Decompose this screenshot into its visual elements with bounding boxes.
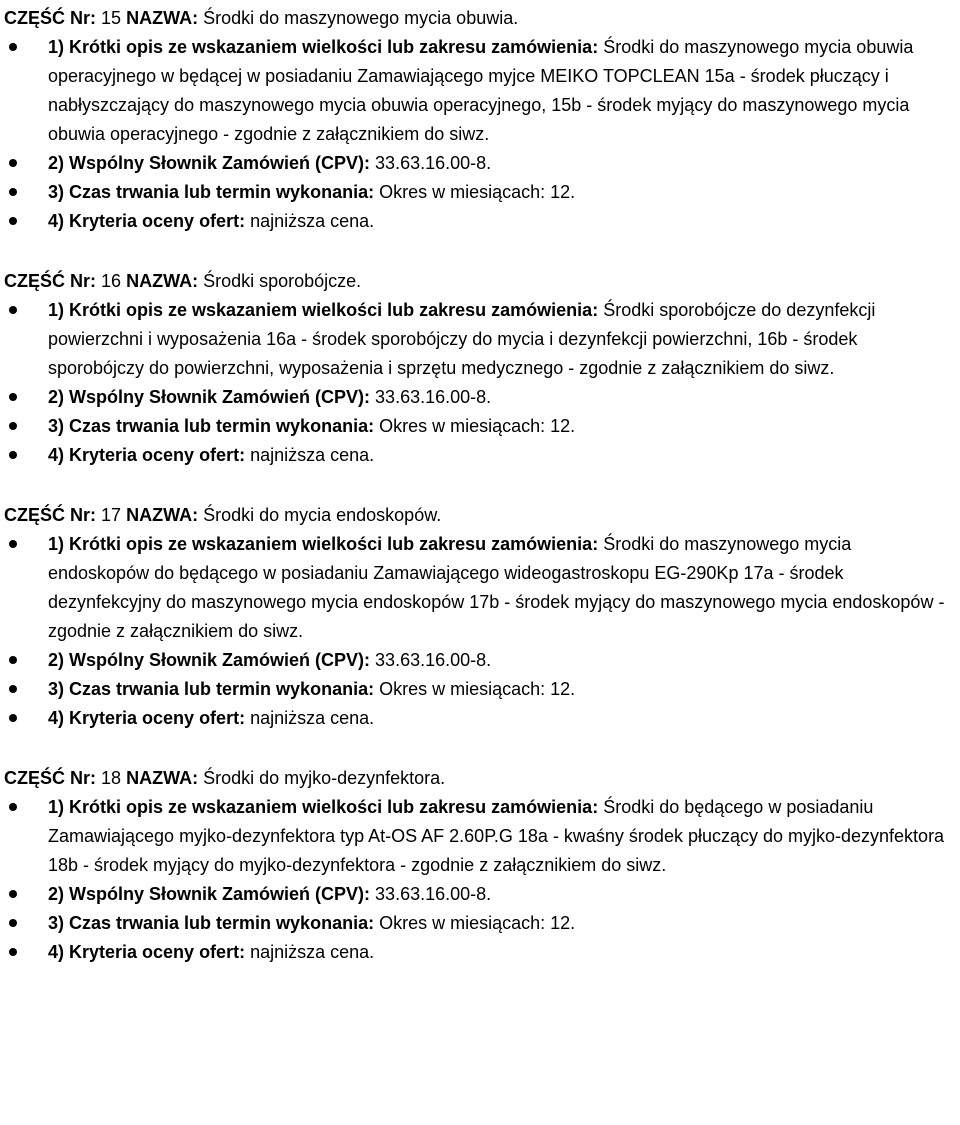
item-value: Środki do maszynowego mycia obuwia operacyjnego w będącej w posiadaniu Zamawiającego myjce MEIKO TOPCLEAN 15a - środek płuczący i nabłyszczający do maszynowego mycia obuwia operacyjnego, 15b - środek myjący do maszynowego mycia obuwia operacyjnego - zgodnie z załącznikiem do siwz. bbox=[48, 37, 914, 144]
list-item bbox=[0, 383, 960, 412]
bullet-icon bbox=[9, 306, 17, 314]
part-name: Środki do myjko-dezynfektora. bbox=[203, 768, 446, 788]
part-header bbox=[4, 267, 960, 296]
item-label: 1) Krótki opis ze wskazaniem wielkości lub zakresu zamówienia: bbox=[48, 300, 599, 320]
bullet-icon bbox=[9, 803, 17, 811]
item-label: 1) Krótki opis ze wskazaniem wielkości lub zakresu zamówienia: bbox=[48, 797, 599, 817]
bullet-icon bbox=[9, 217, 17, 225]
part-section bbox=[0, 267, 960, 470]
part-label: CZĘŚĆ Nr: bbox=[4, 768, 97, 788]
list-item bbox=[0, 207, 960, 236]
bullet-icon bbox=[9, 451, 17, 459]
part-number: 15 bbox=[101, 8, 122, 28]
list-item bbox=[0, 33, 960, 149]
list-item bbox=[0, 675, 960, 704]
item-value: Środki sporobójcze do dezynfekcji powierzchni i wyposażenia 16a - środek sporobójczy do mycia i dezynfekcji powierzchni, 16b - środek sporobójczy do powierzchni, wyposażenia i sprzętu medycznego - zgodnie z załącznikiem do siwz. bbox=[48, 300, 876, 378]
item-value: 33.63.16.00-8. bbox=[375, 650, 492, 670]
part-label: CZĘŚĆ Nr: bbox=[4, 8, 97, 28]
item-value: Okres w miesiącach: 12. bbox=[379, 182, 576, 202]
item-label: 2) Wspólny Słownik Zamówień (CPV): bbox=[48, 884, 371, 904]
part-details-list bbox=[0, 33, 960, 236]
part-header bbox=[4, 764, 960, 793]
item-label: 3) Czas trwania lub termin wykonania: bbox=[48, 416, 375, 436]
part-name: Środki do mycia endoskopów. bbox=[203, 505, 442, 525]
part-details-list bbox=[0, 793, 960, 967]
list-item bbox=[0, 178, 960, 207]
item-label: 4) Kryteria oceny ofert: bbox=[48, 942, 246, 962]
item-label: 2) Wspólny Słownik Zamówień (CPV): bbox=[48, 387, 371, 407]
list-item bbox=[0, 296, 960, 383]
name-label: NAZWA: bbox=[126, 505, 199, 525]
bullet-icon bbox=[9, 159, 17, 167]
list-item bbox=[0, 530, 960, 646]
bullet-icon bbox=[9, 393, 17, 401]
bullet-icon bbox=[9, 422, 17, 430]
item-value: Okres w miesiącach: 12. bbox=[379, 679, 576, 699]
bullet-icon bbox=[9, 656, 17, 664]
part-number: 17 bbox=[101, 505, 122, 525]
part-label: CZĘŚĆ Nr: bbox=[4, 271, 97, 291]
item-label: 2) Wspólny Słownik Zamówień (CPV): bbox=[48, 650, 371, 670]
name-label: NAZWA: bbox=[126, 271, 199, 291]
item-value: Środki do będącego w posiadaniu Zamawiającego myjko-dezynfektora typ At-OS AF 2.60P.G 18a - kwaśny środek płuczący do myjko-dezynfektora 18b - środek myjący do myjko-dezynfektora - zgodnie z załącznikiem do siwz. bbox=[48, 797, 945, 875]
bullet-icon bbox=[9, 43, 17, 51]
part-label: CZĘŚĆ Nr: bbox=[4, 505, 97, 525]
list-item bbox=[0, 880, 960, 909]
bullet-icon bbox=[9, 540, 17, 548]
part-section bbox=[0, 501, 960, 733]
item-value: Okres w miesiącach: 12. bbox=[379, 913, 576, 933]
item-value: najniższa cena. bbox=[250, 211, 375, 231]
part-name: Środki sporobójcze. bbox=[203, 271, 362, 291]
item-label: 2) Wspólny Słownik Zamówień (CPV): bbox=[48, 153, 371, 173]
name-label: NAZWA: bbox=[126, 768, 199, 788]
list-item bbox=[0, 938, 960, 967]
bullet-icon bbox=[9, 685, 17, 693]
item-label: 3) Czas trwania lub termin wykonania: bbox=[48, 913, 375, 933]
part-section bbox=[0, 4, 960, 236]
bullet-icon bbox=[9, 714, 17, 722]
item-value: najniższa cena. bbox=[250, 445, 375, 465]
list-item bbox=[0, 793, 960, 880]
item-label: 3) Czas trwania lub termin wykonania: bbox=[48, 182, 375, 202]
item-value: Środki do maszynowego mycia endoskopów do będącego w posiadaniu Zamawiającego wideogastroskopu EG-290Kp 17a - środek dezynfekcyjny do maszynowego mycia endoskopów 17b - środek myjący do maszynowego mycia endoskopów - zgodnie z załącznikiem do siwz. bbox=[48, 534, 945, 641]
bullet-icon bbox=[9, 919, 17, 927]
part-name: Środki do maszynowego mycia obuwia. bbox=[203, 8, 519, 28]
bullet-icon bbox=[9, 948, 17, 956]
bullet-icon bbox=[9, 890, 17, 898]
part-header bbox=[4, 501, 960, 530]
part-number: 18 bbox=[101, 768, 122, 788]
item-value: Okres w miesiącach: 12. bbox=[379, 416, 576, 436]
part-section bbox=[0, 764, 960, 967]
item-value: najniższa cena. bbox=[250, 708, 375, 728]
item-value: 33.63.16.00-8. bbox=[375, 387, 492, 407]
list-item bbox=[0, 704, 960, 733]
item-value: 33.63.16.00-8. bbox=[375, 884, 492, 904]
item-label: 3) Czas trwania lub termin wykonania: bbox=[48, 679, 375, 699]
item-label: 4) Kryteria oceny ofert: bbox=[48, 445, 246, 465]
item-value: najniższa cena. bbox=[250, 942, 375, 962]
list-item bbox=[0, 441, 960, 470]
bullet-icon bbox=[9, 188, 17, 196]
item-label: 4) Kryteria oceny ofert: bbox=[48, 211, 246, 231]
part-details-list bbox=[0, 296, 960, 470]
item-value: 33.63.16.00-8. bbox=[375, 153, 492, 173]
list-item bbox=[0, 149, 960, 178]
list-item bbox=[0, 412, 960, 441]
item-label: 4) Kryteria oceny ofert: bbox=[48, 708, 246, 728]
part-header bbox=[4, 4, 960, 33]
item-label: 1) Krótki opis ze wskazaniem wielkości lub zakresu zamówienia: bbox=[48, 534, 599, 554]
list-item bbox=[0, 646, 960, 675]
part-number: 16 bbox=[101, 271, 122, 291]
item-label: 1) Krótki opis ze wskazaniem wielkości lub zakresu zamówienia: bbox=[48, 37, 599, 57]
list-item bbox=[0, 909, 960, 938]
part-details-list bbox=[0, 530, 960, 733]
name-label: NAZWA: bbox=[126, 8, 199, 28]
